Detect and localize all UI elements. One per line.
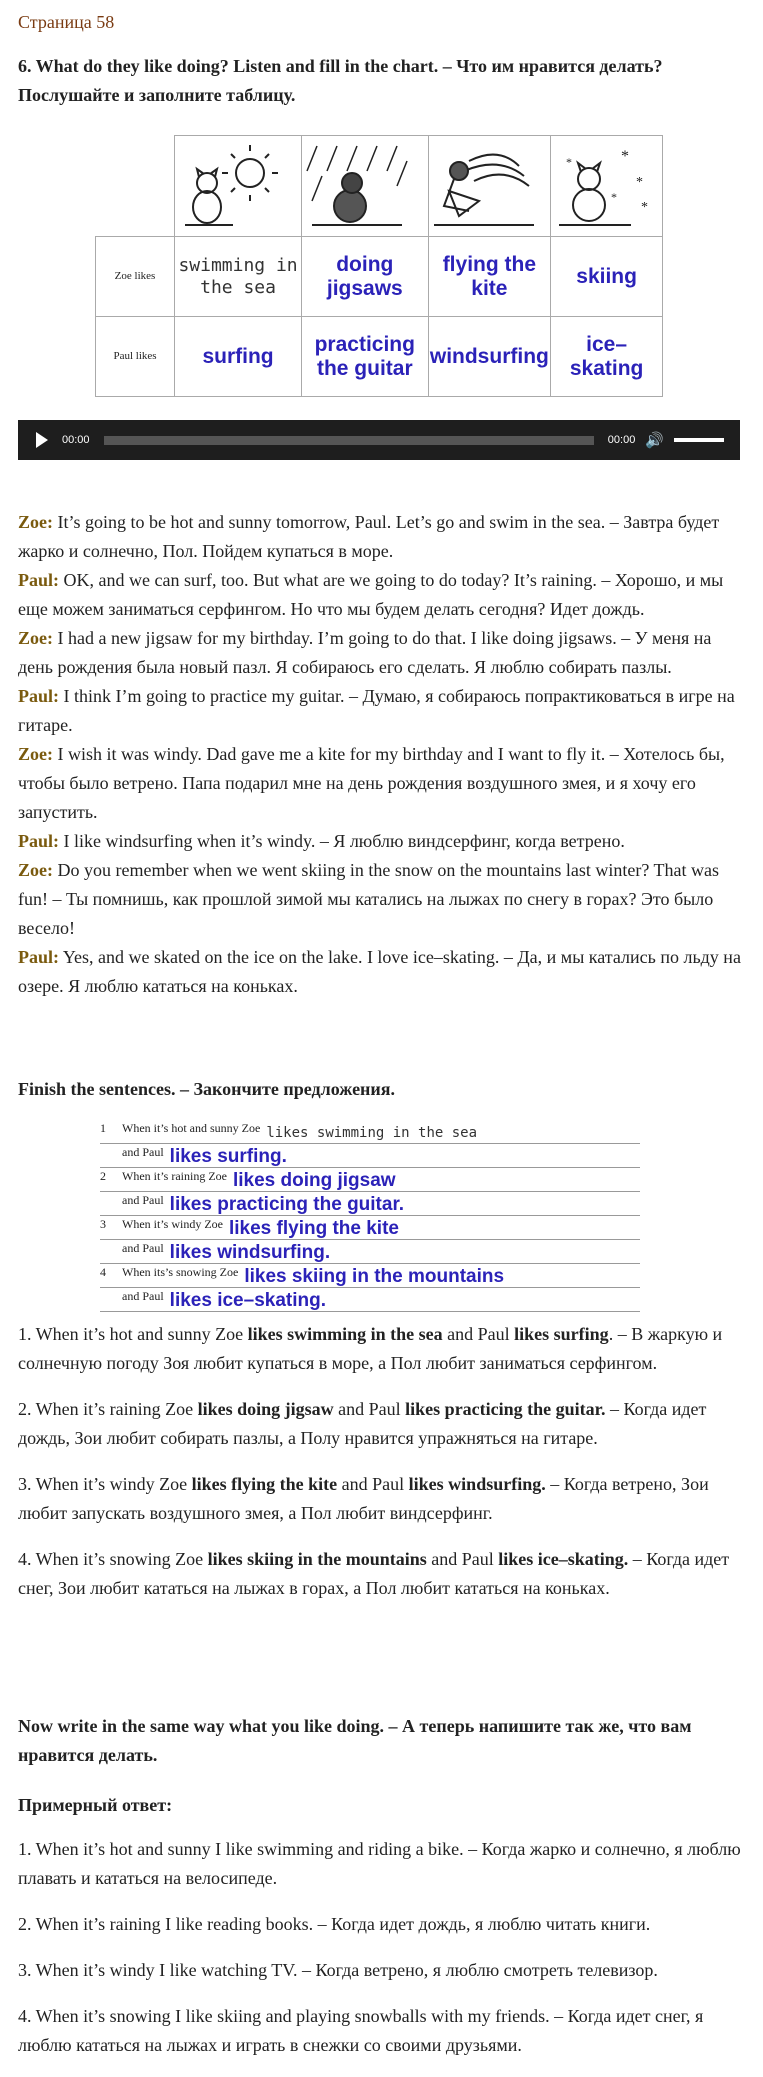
dialog-text: I wish it was windy. Dad gave me a kite for my birthday and I want to fly it. – Хотелось бы, чтобы было ветрено. Папа подарил мне на день рождения воздушного змея, и я хочу его запустить. [18, 744, 725, 822]
dialog-text: I had a new jigsaw for my birthday. I’m going to do that. I like doing jigsaws. – У меня на день рождения была новый пазл. Я собираюсь его сделать. Я люблю собирать пазлы. [18, 628, 712, 677]
sample-item: 2. When it’s raining I like reading books. – Когда идет дождь, я люблю читать книги. [18, 1914, 651, 1934]
svg-text:*: * [566, 155, 573, 169]
answer-highlight: likes skiing in the mountains [207, 1549, 427, 1569]
dialog-line [18, 856, 748, 943]
dialog-transcript [18, 508, 748, 1001]
workbook-sentences [100, 1120, 640, 1312]
answer-item [18, 1395, 748, 1453]
workbook-row [100, 1168, 640, 1192]
sentence-fill: likes ice–skating. [169, 1290, 326, 1311]
speaker-name: Zoe: [18, 628, 53, 648]
volume-slider[interactable] [674, 438, 724, 442]
speaker-name: Paul: [18, 686, 60, 706]
workbook-row [100, 1120, 640, 1144]
windy-cat-icon [428, 136, 551, 237]
chart-row-paul [96, 317, 663, 397]
row-label: Paul likes [96, 317, 175, 397]
dialog-line [18, 624, 748, 682]
answer-text: and Paul [442, 1324, 515, 1344]
dialog-line [18, 943, 748, 1001]
answer-highlight: likes windsurfing. [408, 1474, 546, 1494]
sentence-fill: likes swimming in the sea [266, 1125, 478, 1141]
svg-text:*: * [611, 190, 618, 204]
audio-player [18, 420, 740, 460]
answer-highlight: likes flying the kite [191, 1474, 338, 1494]
sunny-cat-icon [175, 136, 302, 237]
row-number: 2 [100, 1169, 106, 1183]
sentence-lead: When it’s raining Zoe [122, 1169, 227, 1183]
sentence-fill: likes practicing the guitar. [169, 1194, 405, 1215]
answer-text: – Когда идет дождь, Зои любит собирать пазлы, а Полу нравится упражняться на гитаре. [18, 1399, 707, 1448]
sample-list [18, 1835, 748, 2077]
row-number: 4 [100, 1265, 106, 1279]
speaker-name: Zoe: [18, 744, 53, 764]
sentence-lead: and Paul [122, 1193, 164, 1207]
answer-text: 4. When it’s snowing Zoe [18, 1549, 208, 1569]
row-label: Zoe likes [96, 237, 175, 317]
answer-text: 1. When it’s hot and sunny Zoe [18, 1324, 248, 1344]
write-title: Now write in the same way what you like doing. – А теперь напишите так же, что вам нравится делать. [18, 1716, 692, 1765]
sentence-fill: likes surfing. [169, 1146, 287, 1167]
chart-cell: swimming in the sea [175, 237, 302, 317]
answer-highlight: likes swimming in the sea [247, 1324, 443, 1344]
dialog-line [18, 740, 748, 827]
svg-text:*: * [641, 200, 649, 215]
svg-text:*: * [636, 175, 644, 190]
duration: 00:00 [607, 433, 636, 446]
sentence-lead: and Paul [122, 1289, 164, 1303]
row-number: 1 [100, 1121, 106, 1135]
chart-cell: ice–skating [551, 317, 663, 397]
svg-text:*: * [621, 148, 630, 165]
dialog-text: Yes, and we skated on the ice on the lake. I love ice–skating. – Да, и мы катались по льду на озере. Я люблю кататься на коньках. [18, 947, 741, 996]
dialog-text: I think I’m going to practice my guitar. – Думаю, я собираюсь попрактиковаться в игре на гитаре. [18, 686, 735, 735]
answer-item [18, 1320, 748, 1378]
answer-text: 2. When it’s raining Zoe [18, 1399, 198, 1419]
chart-cell: flying the kite [428, 237, 551, 317]
speaker-name: Paul: [18, 947, 60, 967]
dialog-line [18, 566, 748, 624]
sentence-fill: likes doing jigsaw [232, 1170, 396, 1191]
finish-title: Finish the sentences. – Закончите предложения. [18, 1079, 396, 1099]
chart-cell: doing jigsaws [302, 237, 428, 317]
answer-highlight: likes surfing [514, 1324, 609, 1344]
activity-chart [95, 135, 663, 397]
dialog-text: Do you remember when we went skiing in the snow on the mountains last winter? That was fun! – Ты помнишь, как прошлой зимой мы катались на лыжах по снегу в горах? Это было весело! [18, 860, 720, 938]
answer-text: and Paul [426, 1549, 499, 1569]
row-number: 3 [100, 1217, 106, 1231]
sentence-lead: When it’s hot and sunny Zoe [122, 1121, 261, 1135]
speaker-name: Zoe: [18, 860, 53, 880]
answer-highlight: likes practicing the guitar. [405, 1399, 606, 1419]
answer-item [18, 1545, 748, 1603]
sentence-lead: When it’s windy Zoe [122, 1217, 223, 1231]
current-time: 00:00 [62, 433, 90, 446]
sentence-fill: likes skiing in the mountains [244, 1266, 505, 1287]
dialog-text: It’s going to be hot and sunny tomorrow, Paul. Let’s go and swim in the sea. – Завтра будет жарко и солнечно, Пол. Пойдем купаться в море. [18, 512, 720, 561]
answer-text: . – В жаркую и солнечную погоду Зоя любит купаться в море, а Пол любит заниматься серфингом. [18, 1324, 723, 1373]
answer-text: and Paul [333, 1399, 406, 1419]
dialog-line [18, 508, 748, 566]
chart-row-zoe [96, 237, 663, 317]
dialog-line [18, 827, 748, 856]
sample-item: 3. When it’s windy I like watching TV. – Когда ветрено, я люблю смотреть телевизор. [18, 1960, 658, 1980]
progress-bar[interactable] [104, 436, 594, 445]
sample-item: 4. When it’s snowing I like skiing and playing snowballs with my friends. – Когда идет снег, я люблю кататься на лыжах и играть в снежки со своими друзьями. [18, 2006, 704, 2055]
play-icon[interactable] [36, 432, 48, 448]
sentence-lead: and Paul [122, 1241, 164, 1255]
answer-text: and Paul [337, 1474, 409, 1494]
answer-highlight: likes doing jigsaw [197, 1399, 334, 1419]
answer-highlight: likes ice–skating. [498, 1549, 629, 1569]
workbook-row [100, 1216, 640, 1240]
chart-cell: skiing [551, 237, 663, 317]
sample-item: 1. When it’s hot and sunny I like swimming and riding a bike. – Когда жарко и солнечно, я люблю плавать и кататься на велосипеде. [18, 1839, 741, 1888]
chart-cell: surfing [175, 317, 302, 397]
sentence-lead: and Paul [122, 1145, 164, 1159]
dialog-line [18, 682, 748, 740]
sentence-fill: likes windsurfing. [169, 1242, 331, 1263]
sentence-lead: When its’s snowing Zoe [122, 1265, 239, 1279]
answer-list [18, 1320, 748, 1620]
page-title: Страница 58 [18, 12, 115, 32]
dialog-text: I like windsurfing when it’s windy. – Я люблю виндсерфинг, когда ветрено. [59, 831, 625, 851]
workbook-row [100, 1264, 640, 1288]
chart-cell: windsurfing [428, 317, 551, 397]
snowy-cat-icon [551, 136, 663, 237]
answer-text: – Когда идет снег, Зои любит кататься на лыжах в горах, а Пол любит кататься на коньках. [18, 1549, 730, 1598]
sentence-fill: likes flying the kite [228, 1218, 399, 1239]
chart-cell: practicing the guitar [302, 317, 428, 397]
speaker-name: Zoe: [18, 512, 53, 532]
answer-text: 3. When it’s windy Zoe [18, 1474, 192, 1494]
answer-item [18, 1470, 748, 1528]
dialog-text: OK, and we can surf, too. But what are we going to do today? It’s raining. – Хорошо, и мы еще можем заниматься серфингом. Но что мы будем делать сегодня? Идет дождь. [18, 570, 724, 619]
task-title: 6. What do they like doing? Listen and fill in the chart. – Что им нравится делать? Послушайте и заполните таблицу. [18, 56, 663, 105]
rainy-cat-icon [302, 136, 428, 237]
sample-title: Примерный ответ: [18, 1795, 173, 1815]
answer-text: – Когда ветрено, Зои любит запускать воздушного змея, а Пол любит виндсерфинг. [18, 1474, 709, 1523]
workbook-row [100, 1288, 640, 1312]
speaker-name: Paul: [18, 831, 60, 851]
volume-icon[interactable]: 🔊 [645, 431, 664, 449]
speaker-name: Paul: [18, 570, 60, 590]
